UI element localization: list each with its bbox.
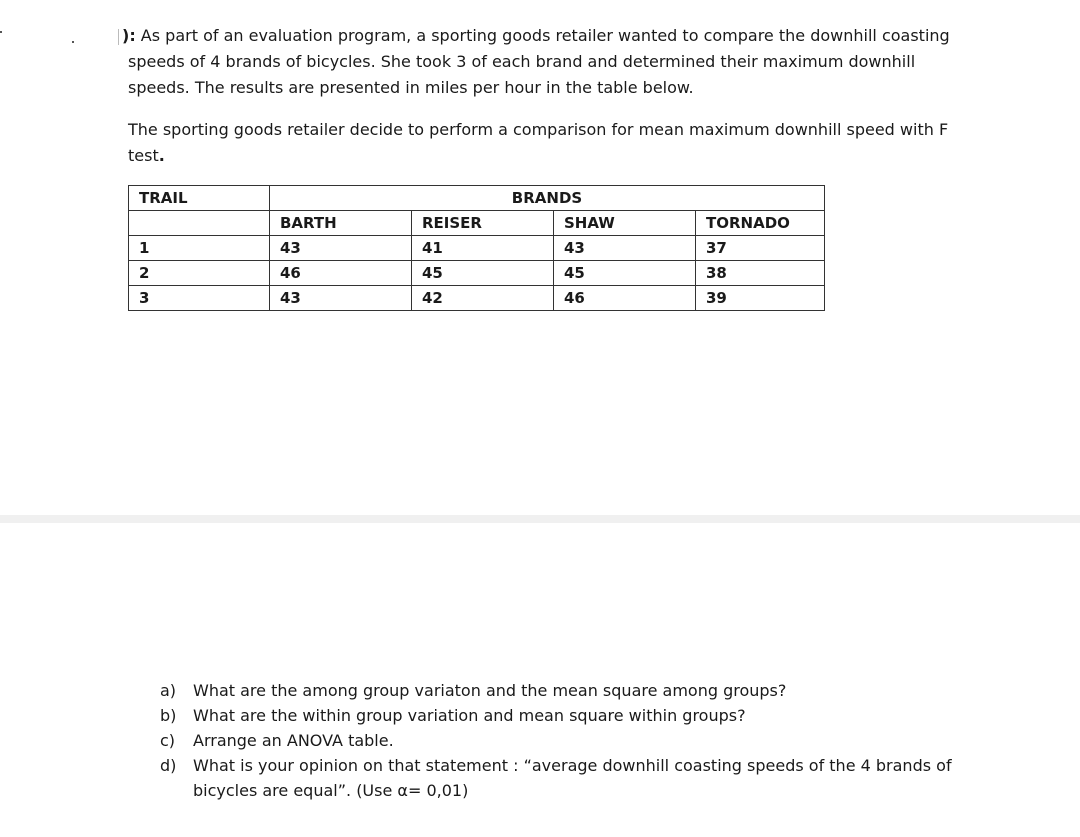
list-item bbox=[160, 678, 960, 703]
question-text: Arrange an ANOVA table. bbox=[193, 731, 394, 750]
value-cell: 45 bbox=[412, 261, 554, 286]
trail-header: TRAIL bbox=[129, 186, 270, 211]
task-paragraph bbox=[128, 117, 958, 169]
trail-cell: 1 bbox=[129, 236, 270, 261]
value-cell: 41 bbox=[412, 236, 554, 261]
page-break bbox=[0, 515, 1080, 523]
value-cell: 42 bbox=[412, 286, 554, 311]
problem-label: ): bbox=[122, 26, 136, 45]
problem-intro bbox=[122, 23, 958, 101]
value-cell: 43 bbox=[270, 236, 412, 261]
list-item bbox=[160, 753, 960, 803]
trail-header-blank bbox=[129, 211, 270, 236]
col-header-tornado: TORNADO bbox=[696, 211, 825, 236]
list-item bbox=[160, 728, 960, 753]
problem-text: As part of an evaluation program, a sporting goods retailer wanted to compare the downhill coasting speeds of 4 brands of bicycles. She took 3 of each brand and determined their maximum downhill speeds. The results are presented in miles per hour in the table below. bbox=[128, 26, 950, 97]
question-label: a) bbox=[160, 681, 177, 700]
col-header-barth: BARTH bbox=[270, 211, 412, 236]
question-label: c) bbox=[160, 731, 176, 750]
question-list bbox=[160, 678, 960, 803]
question-text: What are the among group variaton and the mean square among groups? bbox=[193, 681, 787, 700]
question-label: d) bbox=[160, 756, 177, 775]
value-cell: 43 bbox=[554, 236, 696, 261]
question-text: What are the within group variation and mean square within groups? bbox=[193, 706, 746, 725]
value-cell: 43 bbox=[270, 286, 412, 311]
trail-cell: 2 bbox=[129, 261, 270, 286]
question-label: b) bbox=[160, 706, 177, 725]
table-header-row bbox=[129, 186, 825, 211]
task-text: The sporting goods retailer decide to perform a comparison for mean maximum downhill speed with F test bbox=[128, 120, 949, 165]
task-end: . bbox=[158, 146, 165, 165]
list-item bbox=[160, 703, 960, 728]
value-cell: 39 bbox=[696, 286, 825, 311]
table-row bbox=[129, 261, 825, 286]
speed-table bbox=[128, 185, 825, 311]
trail-cell: 3 bbox=[129, 286, 270, 311]
value-cell: 45 bbox=[554, 261, 696, 286]
question-text: What is your opinion on that statement : “average downhill coasting speeds of the 4 brands of bicycles are equal”. (Use α= 0,01) bbox=[193, 756, 952, 800]
redacted-mark bbox=[0, 29, 122, 45]
col-header-shaw: SHAW bbox=[554, 211, 696, 236]
brands-header: BRANDS bbox=[270, 186, 825, 211]
value-cell: 37 bbox=[696, 236, 825, 261]
table-row bbox=[129, 236, 825, 261]
value-cell: 38 bbox=[696, 261, 825, 286]
col-header-reiser: REISER bbox=[412, 211, 554, 236]
value-cell: 46 bbox=[270, 261, 412, 286]
table-subheader-row bbox=[129, 211, 825, 236]
value-cell: 46 bbox=[554, 286, 696, 311]
table-row bbox=[129, 286, 825, 311]
